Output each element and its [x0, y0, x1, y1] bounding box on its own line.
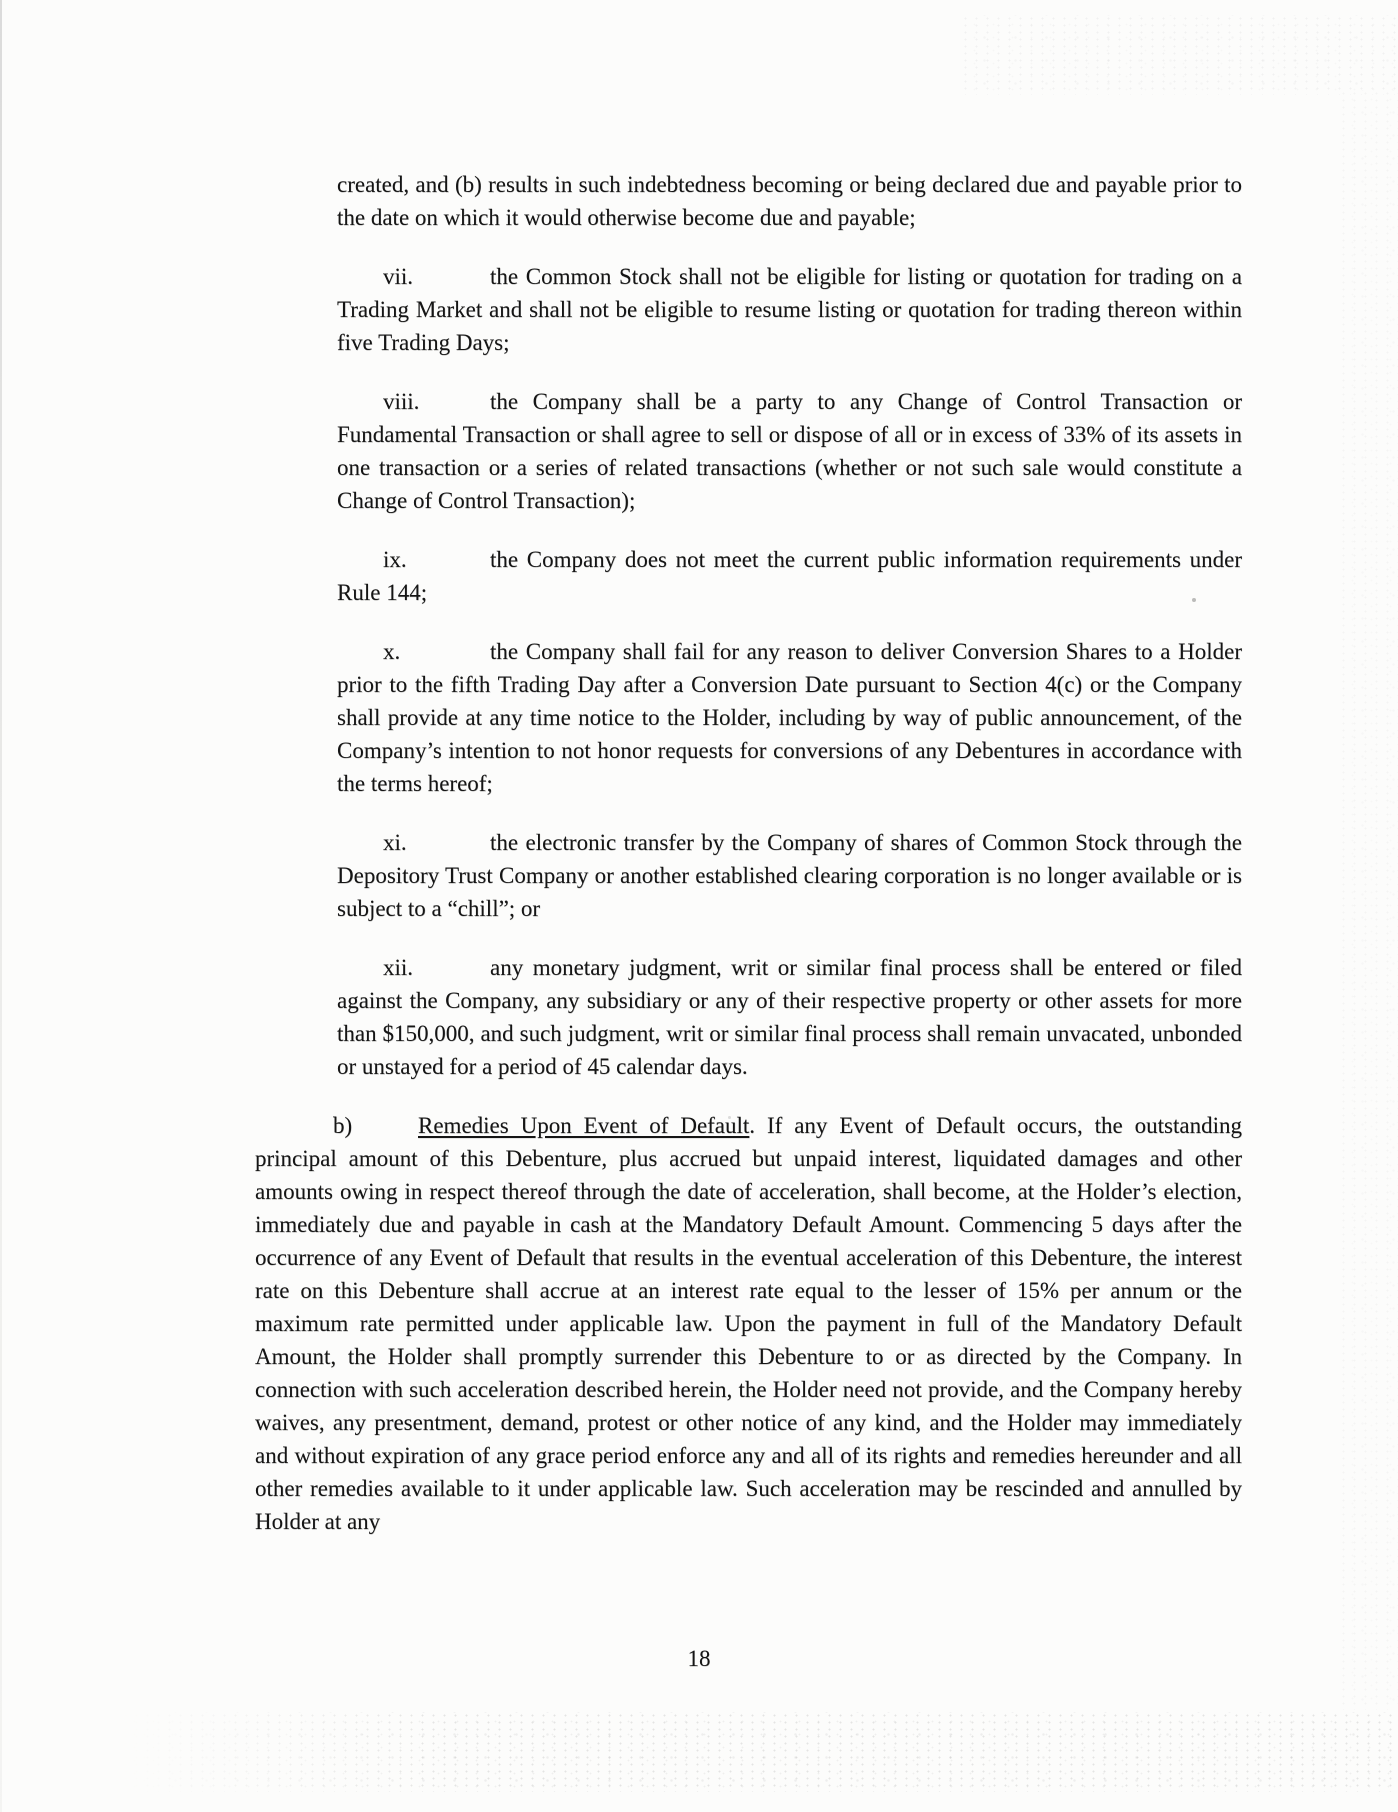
- event-of-default-item-xi: [337, 826, 1242, 925]
- item-text-xi: the electronic transfer by the Company of shares of Common Stock through the Depository Trust Company or another established clearing corporation is no longer available or is subject to a “chill”; or: [337, 830, 1242, 921]
- scan-noise-right-edge: [1338, 90, 1398, 1710]
- event-of-default-item-vii: [337, 260, 1242, 359]
- scan-noise-top-right: [960, 15, 1398, 95]
- item-text-x: the Company shall fail for any reason to deliver Conversion Shares to a Holder prior to the fifth Trading Day after a Conversion Date pursuant to Section 4(c) or the Company shall provide at any time notice to the Holder, including by way of public announcement, of the Company’s intention to not honor requests for conversions of any Debentures in accordance with the terms hereof;: [337, 639, 1242, 796]
- event-of-default-item-xii: [337, 951, 1242, 1083]
- event-of-default-item-ix: [337, 543, 1242, 609]
- item-numeral-ix: ix.: [383, 547, 407, 572]
- remedies-heading: Remedies Upon Event of Default: [418, 1113, 750, 1138]
- item-text-xii: any monetary judgment, writ or similar final process shall be entered or filed against the Company, any subsidiary or any of their respective property or other assets for more than $150,000, and such judgment, writ or similar final process shall remain unvacated, unbonded or unstayed for a period of 45 calendar days.: [337, 955, 1242, 1079]
- item-numeral-xi: xi.: [383, 830, 407, 855]
- document-body: [255, 168, 1242, 1538]
- item-numeral-x: x.: [383, 639, 401, 664]
- continuation-paragraph: created, and (b) results in such indebtedness becoming or being declared due and payable prior to the date on which it would otherwise become due and payable;: [337, 172, 1242, 230]
- remedies-body-text: . If any Event of Default occurs, the outstanding principal amount of this Debenture, plus accrued but unpaid interest, liquidated damages and other amounts owing in respect thereof through the date of acceleration, shall become, at the Holder’s election, immediately due and payable in cash at the Mandatory Default Amount. Commencing 5 days after the occurrence of any Event of Default that results in the eventual acceleration of this Debenture, the interest rate on this Debenture shall accrue at an interest rate equal to the lesser of 15% per annum or the maximum rate permitted under applicable law. Upon the payment in full of the Mandatory Default Amount, the Holder shall promptly surrender this Debenture to or as directed by the Company. In connection with such acceleration described herein, the Holder need not provide, and the Company hereby waives, any presentment, demand, protest or other notice of any kind, and the Holder may immediately and without expiration of any grace period enforce any and all of its rights and remedies hereunder and all other remedies available to it under applicable law. Such acceleration may be rescinded and annulled by Holder at any: [255, 1113, 1242, 1534]
- event-of-default-item-viii: [337, 385, 1242, 517]
- event-of-default-item-x: [337, 635, 1242, 800]
- scan-edge-line: [0, 0, 2, 1812]
- scan-noise-bottom: [120, 1712, 1398, 1792]
- item-text-ix: the Company does not meet the current public information requirements under Rule 144;: [337, 547, 1242, 605]
- item-numeral-vii: vii.: [383, 264, 414, 289]
- item-numeral-xii: xii.: [383, 955, 414, 980]
- item-numeral-viii: viii.: [383, 389, 420, 414]
- remedies-label: b): [333, 1113, 353, 1138]
- item-text-viii: the Company shall be a party to any Change of Control Transaction or Fundamental Transaction or shall agree to sell or dispose of all or in excess of 33% of its assets in one transaction or a series of related transactions (whether or not such sale would constitute a Change of Control Transaction);: [337, 389, 1242, 513]
- page-number: 18: [687, 1646, 711, 1671]
- remedies-paragraph: [255, 1109, 1242, 1538]
- item-text-vii: the Common Stock shall not be eligible for listing or quotation for trading on a Trading Market and shall not be eligible to resume listing or quotation for trading thereon within five Trading Days;: [337, 264, 1242, 355]
